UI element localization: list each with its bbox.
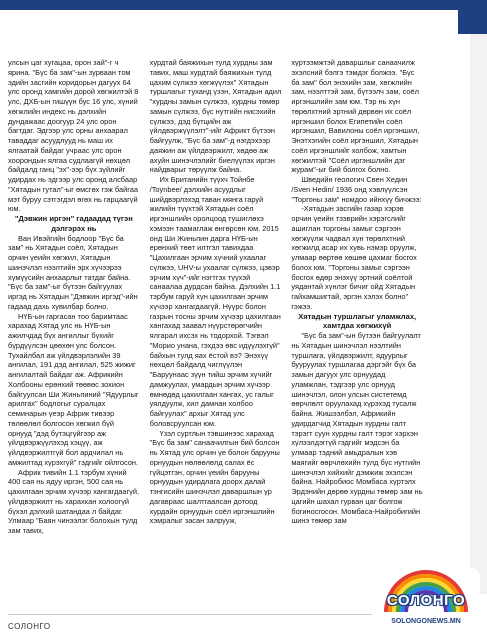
- top-accent-bar: [0, 0, 487, 10]
- paragraph: -Хятадын засгийн газар хэрэв орчин үеийн тээврийн хэрэгслийг ашиглан торгоны замыг сэргээн хөгжүүлж чадвал хүн төрөлхтний хөгжилд асар их хувь нэмэр оруулж, улмаар өөртөө хөшөө цахмаг босгох болох юм. "Торгоны замыг сэргээн босгох өдөр энэхүү эртний соёлтой уядантай хүнлэг бичиг ойд Хятадын гайхамшигтай, эргэн хэлэх болно" гэжээ.: [291, 204, 417, 311]
- footer-divider: [8, 614, 423, 615]
- column-3: [291, 58, 423, 598]
- corner-tab: [458, 0, 487, 34]
- paragraph: Африк тивийн 1.1 тэрбум хүний 400 сая нь ядуу иргэн, 500 сая нь цахилгаан эрчим хүчээр хангагдаагүй, үйлдвэржилт нь харахкан холоогүй бүхэл дэлхий шатандаа л байдаг. Улмаар "Баян чинээлэг болохын тулд зам тавих,: [8, 467, 140, 535]
- paragraph: "Бүс ба зам"-ын бүтээн байгуулалт нь Хятадын шинэчлэл нээлтийн туршлага, үйлдвэржилт, ядуурлыг бууруулах туршлагаа дэргэйг бүх ба замын дагуух улс орнуудад уламжлан, тэдгээр улс орнууд шинэчлэл, олон улсын систетемд өөрчлөлт оруулахад хүрэхэд тусалж байна. Жишээлбэл, Африкийн удирдагчид Хятадын хурдны галт тэрэгт суун хурдны галт тэрэг хэрхэн хүлээлдэггүй гэдгийг мэдсэн ба улмаар тэдний амьдралын хэв маягийг өөрчлөхийн тулд бүс нутгийн шинэчлэл хийхийг дэмжиж эхэлсэн байна. Найробиос Момбаса хүртэлх Эрдэнийн дөрөө хурдны төмөр зам нь цагийн шахал гурван цаг болгож богиносгосон. Момбаса-Найробигийн шинэ төмөр зам: [291, 331, 423, 526]
- paragraph: Үзэл суртлын тэвшинээс харахад "Бүс ба зам" санаачилгын бий болсон нь Хятад улс орчин үе болон барууны орнуудын нөлөөлөлд салах ёс гүйцэтгэн, орчин үеийн барууны орнуудын удирдлага доорх далай тэнгисийн шинэчлэл даваршлын үр дагавраас шалтгаалсан дотоод хурдайн орнуудын соёл иргэншлийн хэмралыг засан залрууж,: [149, 428, 280, 526]
- paragraph: хурдтай баяжихын тулд хурдны зам тавих, маш хурдтай баяжихын тулд цахим сүлжээ хөгжүүлэх" Хятадын туршлагыг туханд үзэн, Хятадын адил "хурдны замын сүлжээ, хурдны төмөр замын сүлжээ, бүс нутгийн нисэхийн сүлжээ, дэд бүтцийн аж үйлдвэржүүлэлт"-ийг Африкт бүтээн байгуулж, "Бүс ба зам"-д нэгдэхээр даяжин аж үйлдвэржилт, хөдөө аж ахуйн шинэчлэлийг биелүүлэх иргэн найдварыг төрүүлж байна.: [149, 58, 282, 175]
- solongo-logo: [372, 568, 480, 636]
- column-2: [150, 58, 282, 598]
- paragraph: Шведийн геологич Свен Хедин /Sven Hedin/ 1936 онд хэвлүүлсэн "Торгоны зам" номдоо ийнхүү бичжээ:: [291, 175, 422, 204]
- logo-url: SOLONGONEWS.MN: [391, 618, 461, 625]
- article-body: [8, 58, 423, 598]
- section-heading: "Дэвжин иргэн" гадаадад түгэн дэлгэрэх нь: [14, 214, 133, 233]
- paragraph: Ван Ивэйгийн бодлоор "Бүс ба зам" нь Хятадын соёл, Хятадын орчин үеийн хөгжил, Хятадын шинэчлэл нээлтийн эрх хүчээрээ хүмүүсийн анхаарлыг татдаг байна. "Бүс ба зам"-ыг бүтээн байгуулах иргэд нь Хятадын "Дэвжин иргэд"-ийн гадаад дахь хувилбар болно.: [8, 233, 138, 311]
- paragraph: НҮБ-ын гаргасан тоо баримтаас харахад Хятад улс нь НҮБ-ын ажилчдад бүх ангиллыг бүхийг бүрдүүлсэн цөөхөн улс болсон. Тухайлбал аж үйлдвэрлэлийн 39 ангилал, 191 дэд ангилал, 525 жижиг ангилалтай байдаг аж. Африкийн Холбооны ерөнхий төөвөс зохион байгуулсан Ши Жиньпиний "Ядуурлыг арилгах" бодлогыг суралцах семинарын үеэр Африк тивээр төлөөлөл болгосон хөгжил бүй орнууд "дэд бүтэцгүйгээр аж үйлдвэржүүлэхэд хэцүү, аж үйлдвэржилтгүй бол ардчилал нь амжилтад хүрэхгүй" гэдгийг ойлгосон.: [8, 311, 139, 467]
- logo-wordmark: СОЛОНГО: [386, 592, 466, 609]
- column-1: [8, 58, 140, 598]
- paragraph: Их Британийн түүхч Тойнбе /Toynbee/ дэлхийн асуудлыг шийдвэрлэхэд таван мянга гаруй жилийн түүхтэй Хятадын соёл иргэншлийн оролцоод тушиглөхэ хэмээн таамаглаж өнгөрсөн юм. 2015 онд Ши Жиньпин дарга НҮБ-ын ерөнхий төөт илтгэл тавихдаа "Цахилгаан эрчим хүчний ухаалаг сүлжээ, UHV-ы ухаалаг сүлжээ, цэвэр эрчим хүч"-ийг нэгтгэх түүхэй санаалаа дурдсан байна. Дэлхийн 1.1 тэрбум гаруй хүн цахилгаан эрчим хүчээр хангагдаагүй. Нүүрс болон газрын тосны эрчим хүчээр цахилгаан хангахад заавал нүүрстөрөгчийн ялгарал ихсэх нь тодорхой. Тэгвэл "Морио унана, гэхдээ өвс идүүлэхгүй" байхын тулд яах ёстой вэ? Энэхүү нөхцөл байдалд чиглүүлэн "Баруунаас зүүн тийш эрчим хүчийг дамжуулах, умардын эрчим хүчээр өмнөдөд цахилгаан хангах, ус галыг уялдуулж, хил дамнан холбоо байгуулах" архыг Хятад улс боловсруулсан юм.: [149, 175, 281, 428]
- right-margin-strip: [470, 34, 487, 594]
- section-heading: Хятадын туршлагыг уламжлах, хамтдаа хөгжихүй: [298, 311, 417, 331]
- paragraph: улсын цаг хугацаа, орон зай"-г ч ярина. "Бүс ба зам"-ын зурваан том эдийн засгийн коридорын дагуух 64 улс оронд хамгийн дорой хөгжилтэй 8 улс, ДХБ-ын гишүүн бус 16 улс, хүний хөгжлийн индекс нь дэлхийн дундажаас доогуур 24 улс орон багтдаг. Эдгээр улс орны анхаарал таваддаг асуудлууд нь маш их ялгаатай байдаг учраас улс орон хоорондын ялгаа судлаагүй нөхцөл байдалд ганц "эх"-ээр бүх зүйлийг удирдах нь эдгээр улс оронд алсбаар "Хятадын гутал"-ыг өмсгөх гэж байгаа мэт буруу сэтгэгдэл өгөх нь гарцаагүй юм.: [8, 58, 139, 214]
- paragraph: хүртээмжтэй даваршлыг санаачилж эхэлсний бэлгэ тэмдэг болжээ. "Бүс ба зам" бол энэхийн зам, хөгжлийн зам, нээлттэй зам, бүтээлч зам, соёл иргэншлийн зам юм. Тэр нь хүн төрөлхтний эртний дөрвөн их соёл иргэншил болох Египетийн соёл иргэншил, Вавилоны соёл иргэншил, Энэтхэгийн соёл иргэншил, Хятадын соёл иргэншлийг холбож, хамтын хөгжилтэй "Соёл иргэншлийн дэг журам"-ыг бий болгох болно.: [291, 58, 420, 175]
- footer-magazine-label: СОЛОНГО: [8, 622, 51, 631]
